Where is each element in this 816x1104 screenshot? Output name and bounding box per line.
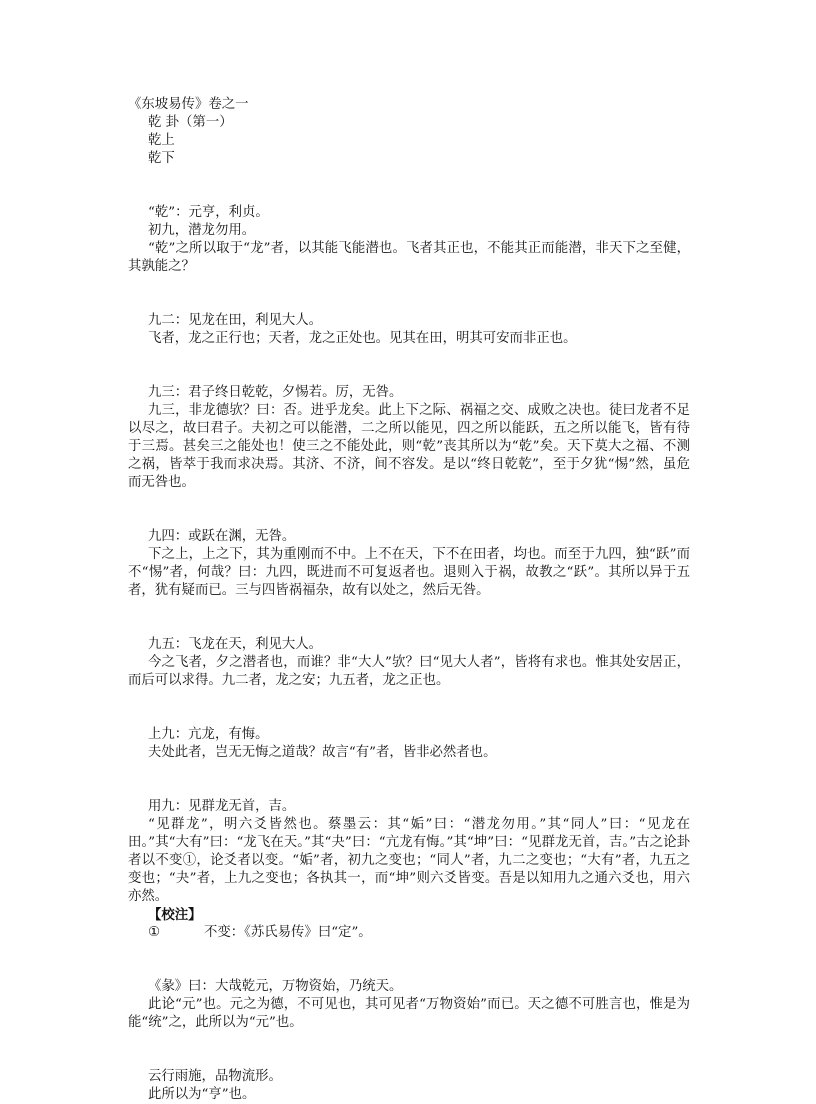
line-text-chujiu: 初九，潜龙勿用。 <box>148 223 256 238</box>
line-text-jiusi: 九四：或跃在渊，无咎。 <box>148 529 296 544</box>
note-text: 不变：《苏氏易传》曰“定”。 <box>204 925 372 940</box>
note-item <box>128 924 690 942</box>
note-marker: ① <box>148 925 161 940</box>
spacer <box>128 510 690 528</box>
spacer <box>128 294 690 312</box>
spacer <box>128 690 690 708</box>
hexagram-lower: 乾下 <box>148 151 175 166</box>
notes-heading: 【校注】 <box>148 907 202 923</box>
line-text-jiusan: 九三：君子终日乾乾，夕惕若。厉，无咎。 <box>148 385 403 400</box>
commentary-jiuer: 飞者，龙之正行也；天者，龙之正处也。见其在田，明其可安而非正也。 <box>148 331 577 346</box>
commentary-jiuwu: 今之飞者，夕之潜者也，而谁？非“大人”欤？曰“见大人者”，皆将有求也。惟其处安居正，而后可以求得。九二者，龙之安；九五者，龙之正也。 <box>128 655 690 688</box>
spacer <box>128 960 690 978</box>
spacer <box>128 600 690 618</box>
commentary-jiusi: 下之上，上之下，其为重刚而不中。上不在天，下不在田者，均也。而至于九四，独“跃”而不“惕”者，何哉？曰：九四，既进而不可复返者也。退则入于祸，故教之“跃”。其所以异于五者，犹有疑而已。三与四皆祸福杂，故有以处之，然后无咎。 <box>128 547 690 598</box>
spacer <box>128 348 690 366</box>
spacer <box>128 492 690 510</box>
spacer <box>128 366 690 384</box>
spacer <box>128 708 690 726</box>
commentary-jiusan: 九三，非龙德欤？曰：否。进乎龙矣。此上下之际、祸福之交、成败之决也。徒曰龙者不足以尽之，故曰君子。夫初之可以能潜，二之所以能见，四之所以能跃，五之所以能飞，皆有待于三焉。甚矣三之能处也！使三之不能处此，则“乾”丧其所以为“乾”矣。天下莫大之福、不测之祸，皆萃于我而求决焉。其济、不济，间不容发。是以“终日乾乾”，至于夕犹“惕”然，虽危而无咎也。 <box>128 403 690 490</box>
commentary-tuan-2: 此所以为“亨”也。 <box>148 1087 256 1102</box>
spacer <box>128 168 690 186</box>
line-text-jiuer: 九二：见龙在田，利见大人。 <box>148 313 323 328</box>
commentary-shangjiu: 夫处此者，岂无无悔之道哉？故言“有”者，皆非必然者也。 <box>148 745 497 760</box>
spacer <box>128 618 690 636</box>
tuan-text: 《彖》曰：大哉乾元，万物资始，乃统天。 <box>148 979 403 994</box>
spacer <box>128 276 690 294</box>
spacer <box>128 762 690 780</box>
judgment-text: “乾”：元亨，利贞。 <box>148 205 269 220</box>
line-text-jiuwu: 九五：飞龙在天，利见大人。 <box>148 637 323 652</box>
commentary-chujiu: “乾”之所以取于“龙”者，以其能飞能潜也。飞者其正也，不能其正而能潜，非天下之至健，其孰能之？ <box>128 241 690 274</box>
document-page <box>128 96 690 1104</box>
spacer <box>128 942 690 960</box>
line-text-yongjiu: 用九：见群龙无首，吉。 <box>148 799 296 814</box>
spacer <box>128 1050 690 1068</box>
line-text-shangjiu: 上九：亢龙，有悔。 <box>148 727 269 742</box>
hexagram-name: 乾 卦（第一） <box>148 115 233 130</box>
spacer <box>128 780 690 798</box>
document-title: 《东坡易传》卷之一 <box>128 97 249 112</box>
tuan-text-2: 云行雨施，品物流形。 <box>148 1069 282 1084</box>
spacer <box>128 1032 690 1050</box>
hexagram-upper: 乾上 <box>148 133 175 148</box>
spacer <box>128 186 690 204</box>
commentary-tuan: 此论“元”也。元之为德，不可见也，其可见者“万物资始”而已。天之德不可胜言也，惟是为能“统”之，此所以为“元”也。 <box>128 997 690 1030</box>
commentary-yongjiu: “见群龙”，明六爻皆然也。蔡墨云：其“姤”曰：“潜龙勿用。”其“同人”曰：“见龙在田。”其“大有”曰：“龙飞在天。”其“夬”曰：“亢龙有悔。”其“坤”曰：“见群龙无首，吉。”古之论卦者以不变①，论爻者以变。“姤”者，初九之变也；“同人”者，九二之变也；“大有”者，九五之变也；“夬”者，上九之变也；各执其一，而“坤”则六爻皆变。吾是以知用九之通六爻也，用六亦然。 <box>128 817 690 904</box>
